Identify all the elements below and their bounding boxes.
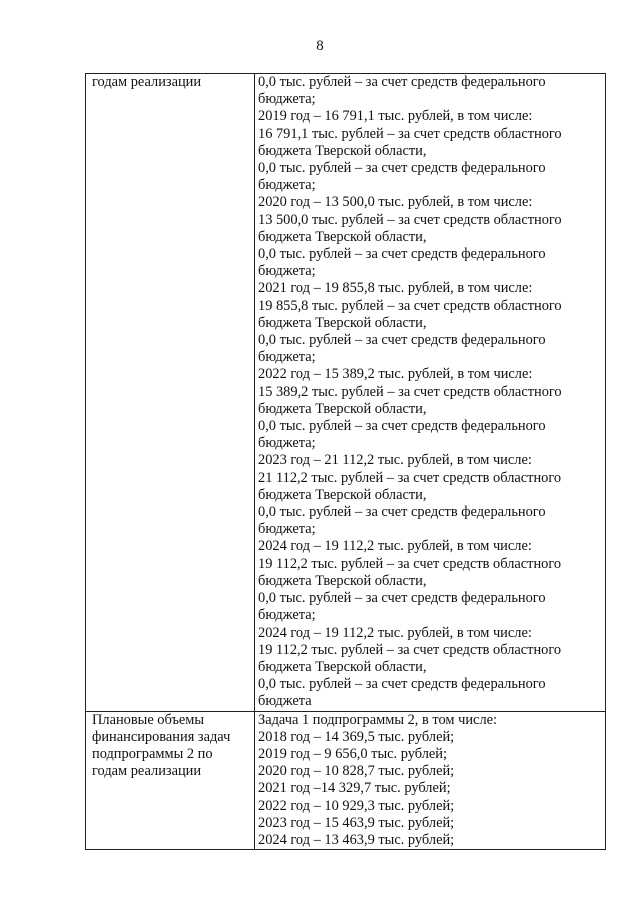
row-value-line: 0,0 тыс. рублей – за счет средств федерального — [258, 418, 546, 435]
row-value-line: 2018 год – 14 369,5 тыс. рублей; — [258, 728, 455, 745]
row-value-line: бюджета Тверской области, — [258, 486, 427, 503]
row-label-line: Плановые объемы — [92, 711, 205, 728]
row-value-line: бюджета Тверской области, — [258, 400, 427, 417]
row-value-line: 2024 год – 13 463,9 тыс. рублей; — [258, 831, 455, 848]
row-value-line: Задача 1 подпрограммы 2, в том числе: — [258, 711, 498, 728]
row-value-line: 0,0 тыс. рублей – за счет средств федерального — [258, 504, 546, 521]
row-value-line: 0,0 тыс. рублей – за счет средств федерального — [258, 590, 546, 607]
financing-table — [85, 73, 606, 850]
row-value-line: 19 112,2 тыс. рублей – за счет средств областного — [258, 555, 562, 572]
row-value-line: 2024 год – 19 112,2 тыс. рублей, в том числе: — [258, 538, 532, 555]
row-value-line: бюджета; — [258, 91, 316, 108]
row-label-line: подпрограммы 2 по — [92, 745, 213, 762]
row-value-line: 0,0 тыс. рублей – за счет средств федерального — [258, 74, 546, 90]
row-value-line: 0,0 тыс. рублей – за счет средств федерального — [258, 332, 546, 349]
row-value-line: 2024 год – 19 112,2 тыс. рублей, в том числе: — [258, 624, 532, 641]
table-row — [86, 74, 606, 712]
row-value-cell — [255, 74, 606, 712]
row-value-line: 21 112,2 тыс. рублей – за счет средств областного — [258, 469, 562, 486]
row-value-line: 2019 год – 9 656,0 тыс. рублей; — [258, 745, 447, 762]
row-value-line: бюджета; — [258, 349, 316, 366]
row-label-cell — [86, 711, 255, 850]
row-value-line: бюджета Тверской области, — [258, 228, 427, 245]
row-label-line: годам реализации — [92, 74, 202, 90]
row-value-line: бюджета Тверской области, — [258, 142, 427, 159]
row-value-line: 19 112,2 тыс. рублей – за счет средств областного — [258, 641, 562, 658]
row-value-line: бюджета; — [258, 435, 316, 452]
row-value-cell — [255, 711, 606, 850]
row-value-line: 2021 год –14 329,7 тыс. рублей; — [258, 780, 451, 797]
row-value-line: бюджета; — [258, 607, 316, 624]
row-value-line: 0,0 тыс. рублей – за счет средств федерального — [258, 676, 546, 693]
row-value-line: 16 791,1 тыс. рублей – за счет средств областного — [258, 125, 562, 142]
row-value-line: 2019 год – 16 791,1 тыс. рублей, в том числе: — [258, 108, 533, 125]
row-value-line: бюджета Тверской области, — [258, 314, 427, 331]
row-value-line: бюджета; — [258, 263, 316, 280]
row-value-line: 13 500,0 тыс. рублей – за счет средств областного — [258, 211, 562, 228]
row-value-line: 2023 год – 21 112,2 тыс. рублей, в том числе: — [258, 452, 532, 469]
row-value-line: 0,0 тыс. рублей – за счет средств федерального — [258, 246, 546, 263]
row-value-line: 2023 год – 15 463,9 тыс. рублей; — [258, 814, 455, 831]
row-value-line: 2020 год – 13 500,0 тыс. рублей, в том числе: — [258, 194, 533, 211]
table-row — [86, 711, 606, 850]
row-value-line: 19 855,8 тыс. рублей – за счет средств областного — [258, 297, 562, 314]
row-value-line: 0,0 тыс. рублей – за счет средств федерального — [258, 160, 546, 177]
row-value-line: бюджета — [258, 693, 312, 710]
page-number: 8 — [316, 38, 324, 54]
row-label-line: годам реализации — [92, 763, 202, 780]
row-value-line: бюджета; — [258, 521, 316, 538]
row-value-line: 2021 год – 19 855,8 тыс. рублей, в том числе: — [258, 280, 533, 297]
financing-table-body — [86, 74, 606, 850]
row-value-line: 15 389,2 тыс. рублей – за счет средств областного — [258, 383, 562, 400]
row-value-line: бюджета Тверской области, — [258, 658, 427, 675]
row-label-line: финансирования задач — [92, 728, 231, 745]
row-value-line: бюджета; — [258, 177, 316, 194]
row-value-line: 2022 год – 10 929,3 тыс. рублей; — [258, 797, 455, 814]
row-label-cell — [86, 74, 255, 712]
row-value-line: бюджета Тверской области, — [258, 572, 427, 589]
row-value-line: 2020 год – 10 828,7 тыс. рублей; — [258, 763, 455, 780]
row-value-line: 2022 год – 15 389,2 тыс. рублей, в том числе: — [258, 366, 533, 383]
